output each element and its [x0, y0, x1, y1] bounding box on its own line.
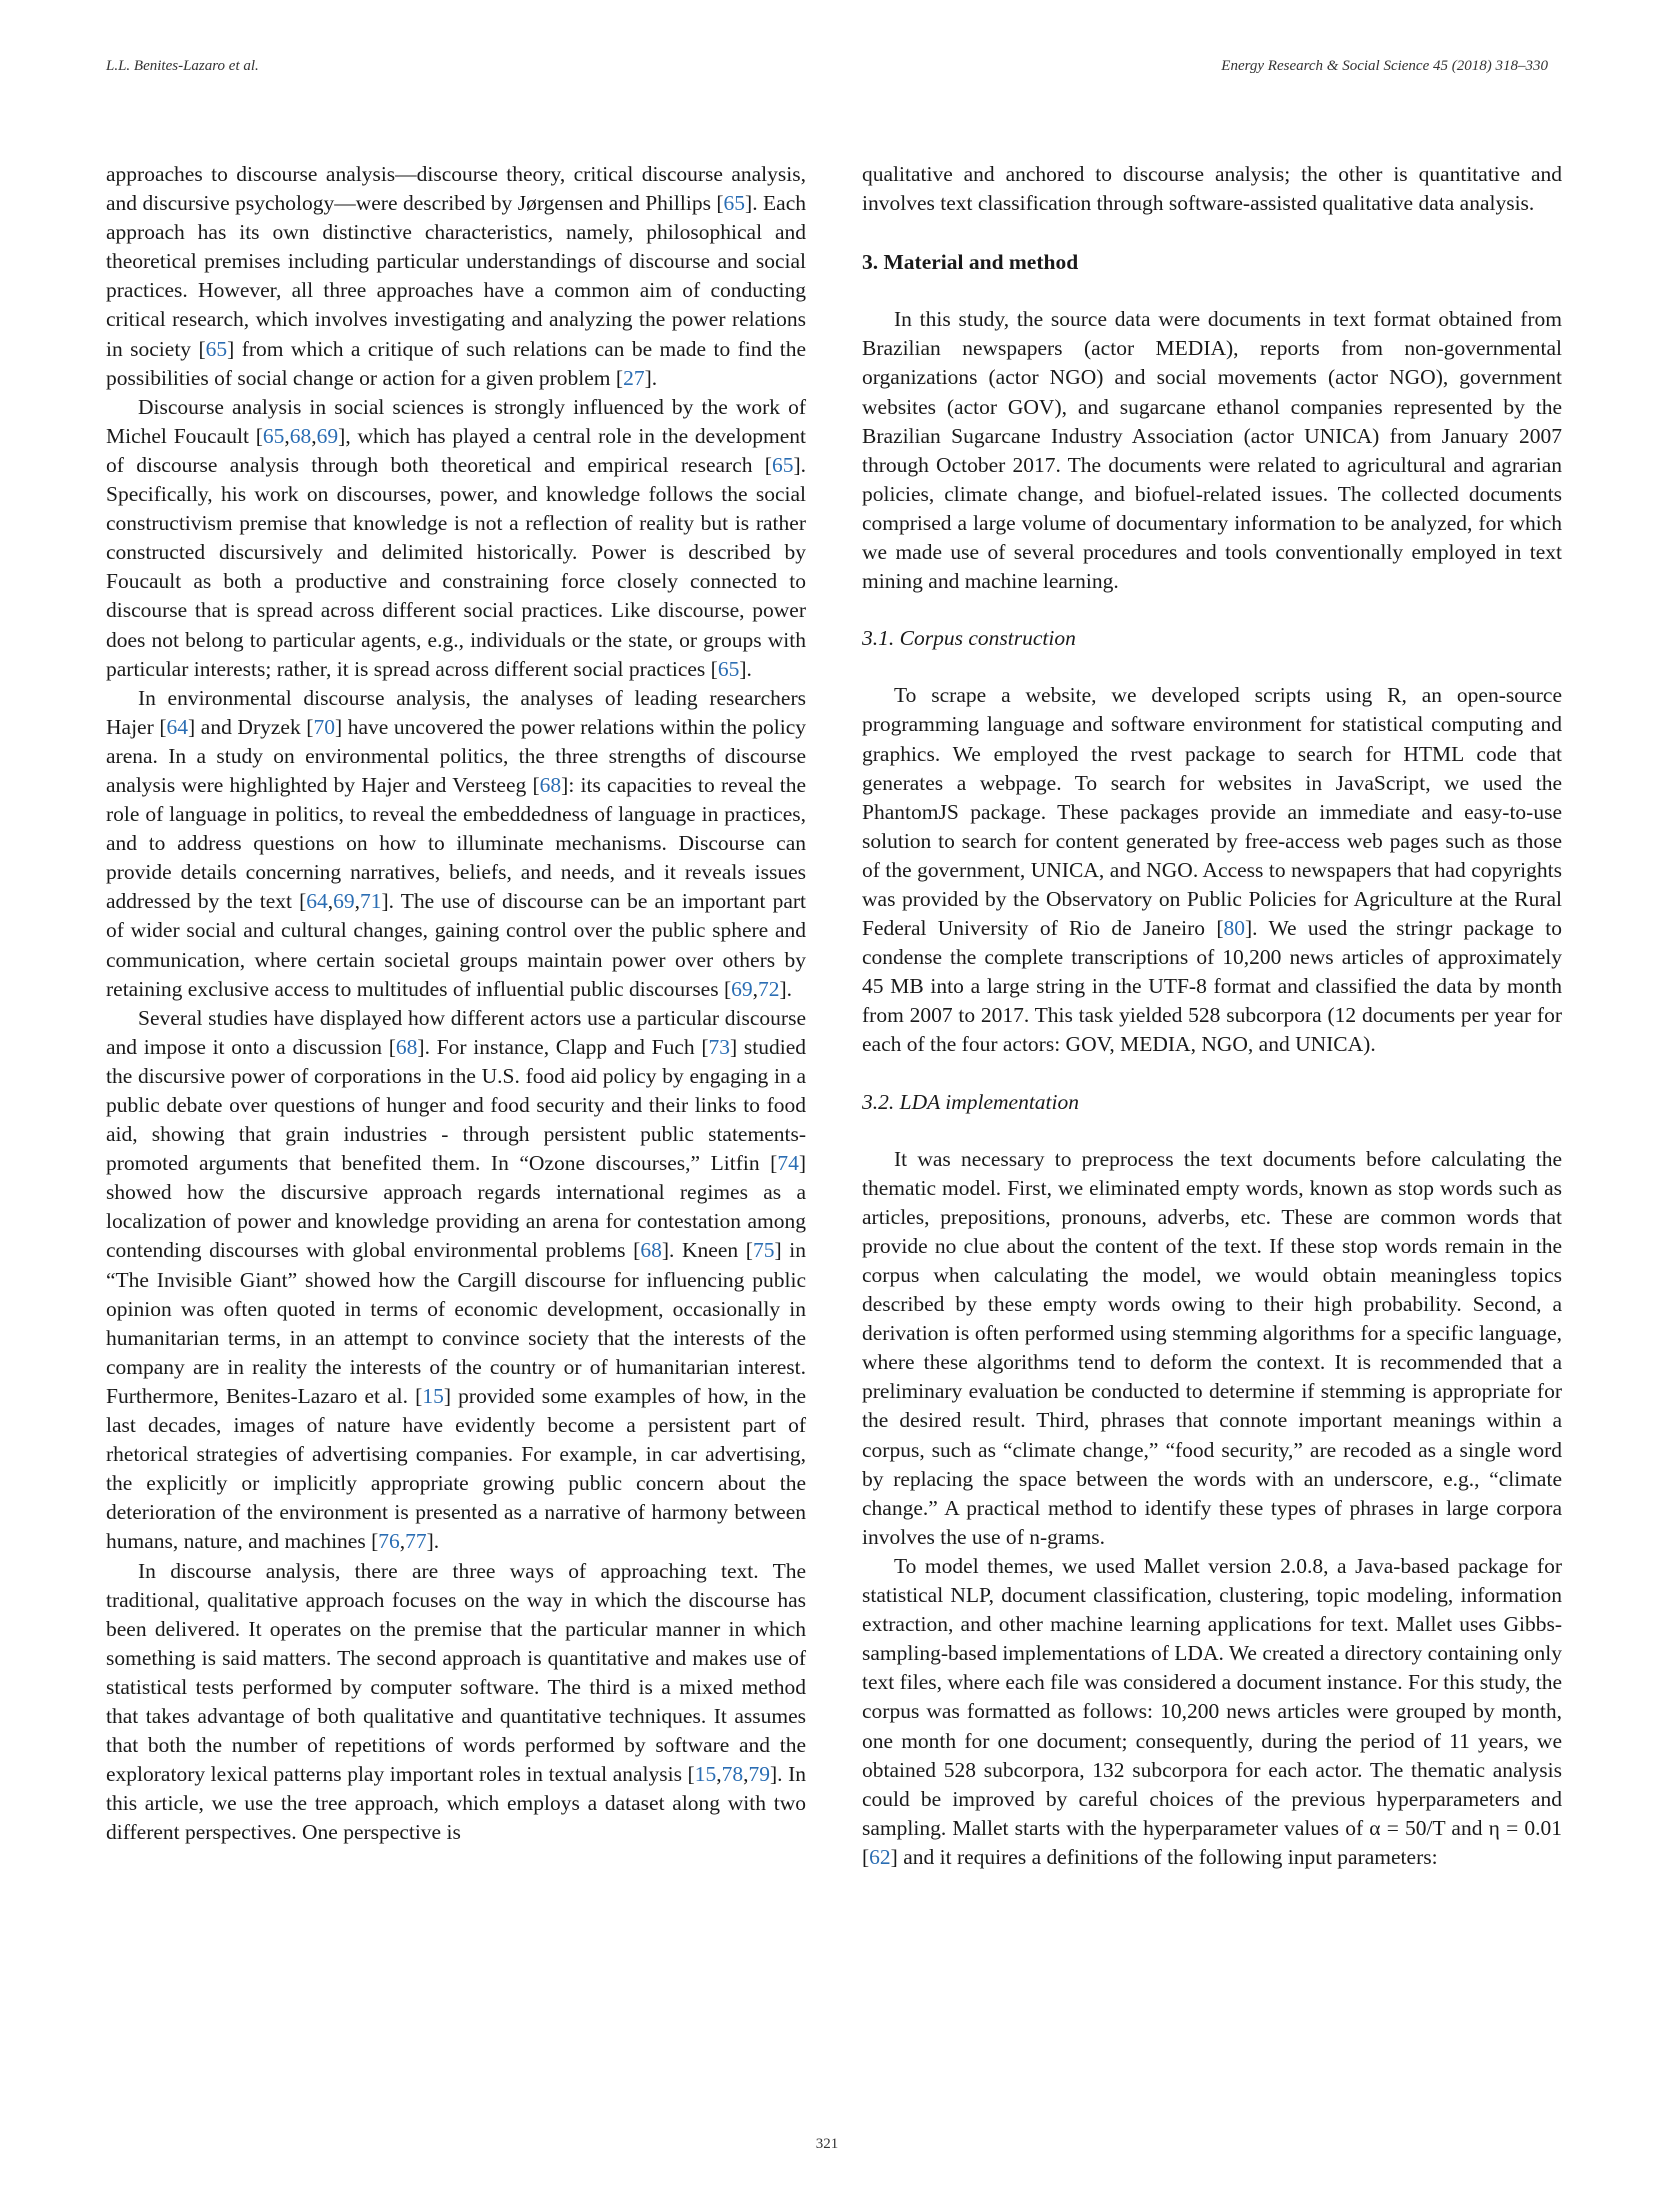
citation-link[interactable]: 69 — [316, 423, 339, 448]
paragraph: In discourse analysis, there are three ways of approaching text. The traditional, qualitative approach focuses on the way in which the discourse has been delivered. It operates on the premise that the particular manner in which something is said matters. The second approach is quantitative and makes use of statistical tests performed by computer software. The third is a mixed method that takes advantage of both qualitative and quantitative techniques. It assumes that both the number of repetitions of words performed by software and the exploratory lexical patterns play important roles in textual analysis [15,78,79]. In this article, we use the tree approach, which employs a dataset along with two different perspectives. One perspective is — [106, 1558, 806, 1845]
citation-link[interactable]: 76 — [378, 1529, 400, 1554]
citation-link[interactable]: 70 — [313, 714, 335, 739]
citation-link[interactable]: 80 — [1223, 916, 1246, 941]
paragraph: qualitative and anchored to discourse analysis; the other is quantitative and involves text classification through software-assisted qualitative data analysis. — [862, 162, 1562, 216]
paragraph: In this study, the source data were documents in text format obtained from Brazilian newspapers (actor MEDIA), reports from non-governmental organizations (actor NGO) and social movements (actor NGO), government websites (actor GOV), and sugarcane ethanol companies represented by the Brazilian Sugarcane Industry Association (actor UNICA) from January 2007 through October 2017. The documents were related to agricultural and agrarian policies, climate change, and biofuel-related issues. The collected documents comprised a large volume of documentary information to be analyzed, for which we made use of several procedures and tools conventionally employed in text mining and machine learning. — [862, 307, 1562, 594]
citation-link[interactable]: 71 — [360, 889, 382, 914]
citation-link[interactable]: 79 — [748, 1762, 770, 1787]
citation-link[interactable]: 64 — [166, 714, 189, 739]
citation-link[interactable]: 72 — [758, 976, 780, 1001]
citation-link[interactable]: 65 — [717, 656, 740, 681]
paragraph: To scrape a website, we developed scripts using R, an open-source programming language and software environment for statistical computing and graphics. We employed the rvest package to search for HTML code that generates a webpage. To search for websites in JavaScript, we used the PhantomJS package. These packages provide an immediate and easy-to-use solution to search for content generated by free-access web pages such as those of the government, UNICA, and NGO. Access to newspapers that had copyrights was provided by the Observatory on Public Policies for Agriculture at the Rural Federal University of Rio de Janeiro [80]. We used the stringr package to condense the complete transcriptions of 10,200 news articles of approximately 45 MB into a large string in the UTF-8 format and classified the data by month from 2007 to 2017. This task yielded 528 subcorpora (12 documents per year for each of the four actors: GOV, MEDIA, NGO, and UNICA). — [862, 683, 1562, 1057]
paragraph: approaches to discourse analysis—discourse theory, critical discourse analysis, and discursive psychology—were described by Jørgensen and Phillips [65]. Each approach has its own distinctive characteristics, namely, philosophical and theoretical premises including particular understandings of discourse and social practices. However, all three approaches have a common aim of conducting critical research, which involves investigating and analyzing the power relations in society [65] from which a critique of such relations can be made to find the possibilities of social change or action for a given problem [27]. — [106, 162, 806, 390]
section-heading: 3. Material and method — [862, 250, 1079, 275]
citation-link[interactable]: 65 — [723, 191, 746, 216]
citation-link[interactable]: 15 — [422, 1383, 444, 1408]
page-number: 321 — [815, 2136, 839, 2152]
citation-link[interactable]: 64 — [306, 889, 328, 914]
citation-link[interactable]: 15 — [694, 1762, 717, 1787]
paragraph: Several studies have displayed how different actors use a particular discourse and impose it onto a discussion [68]. For instance, Clapp and Fuch [73] studied the discursive power of corporations in the U.S. food aid policy by engaging in a public debate over questions of hunger and food security and their links to food aid, showing that grain industries - through persistent public statements- promoted arguments that benefited them. In “Ozone discourses,” Litfin [74] showed how the discursive approach regards international regimes as a localization of power and knowledge providing an arena for contestation among contending discourses with global environmental problems [68]. Kneen [75] in “The Invisible Giant” showed how the Cargill discourse for influencing public opinion was often quoted in terms of economic development, occasionally in humanitarian terms, in an attempt to convince society that the interests of the company are in reality the interests of the country or of humanitarian interest. Furthermore, Benites-Lazaro et al. [15] provided some examples of how, in the last decades, images of nature have evidently become a persistent part of rhetorical strategies of advertising companies. For example, in car advertising, the explicitly or implicitly appropriate growing public concern about the deterioration of the environment is presented as a narrative of harmony between humans, nature, and machines [76,77]. — [106, 1005, 807, 1554]
paragraph: It was necessary to preprocess the text documents before calculating the thematic model. First, we eliminated empty words, known as stop words such as articles, prepositions, pronouns, adverbs, etc. These are common words that provide no clue about the content of the text. If these stop words remain in the corpus when calculating the model, we would obtain meaningless topics described by these empty words owing to their high probability. Second, a derivation is often performed using stemming algorithms for a specific language, where these algorithms tend to deform the context. It is recommended that a preliminary evaluation be conducted to determine if stemming is appropriate for the desired result. Third, phrases that connote important meanings within a corpus, such as “climate change,” “food security,” are recoded as a single word by replacing the space between the words with an underscore, e.g., “climate change.” A practical method to identify these types of phrases in large corpora involves the use of n-grams. — [862, 1146, 1562, 1549]
subsection-heading: 3.2. LDA implementation — [862, 1089, 1079, 1114]
citation-link[interactable]: 65 — [205, 336, 228, 361]
paragraph: In environmental discourse analysis, the analyses of leading researchers Hajer [64] and Dryzek [70] have uncovered the power relations within the policy arena. In a study on environmental politics, the three strengths of discourse analysis were highlighted by Hajer and Versteeg [68]: its capacities to reveal the role of language in politics, to reveal the embeddedness of language in practices, and to address questions on how to illuminate mechanisms. Discourse can provide details concerning narratives, beliefs, and needs, and it reveals issues addressed by the text [64,69,71]. The use of discourse can be an important part of wider social and cultural changes, gaining control over the public sphere and communication, where certain societal groups maintain power over others by retaining exclusive access to multitudes of influential public discourses [69,72]. — [106, 685, 807, 1001]
citation-link[interactable]: 27 — [623, 365, 645, 390]
citation-link[interactable]: 77 — [405, 1529, 427, 1554]
citation-link[interactable]: 68 — [289, 423, 312, 448]
running-head-journal: Energy Research & Social Science 45 (2018) 318–330 — [1221, 58, 1548, 74]
citation-link[interactable]: 68 — [539, 772, 562, 797]
citation-link[interactable]: 75 — [752, 1238, 775, 1263]
citation-link[interactable]: 68 — [395, 1034, 418, 1059]
citation-link[interactable]: 65 — [262, 423, 285, 448]
citation-link[interactable]: 73 — [708, 1034, 730, 1059]
left-column — [106, 160, 806, 1847]
paragraph: Discourse analysis in social sciences is strongly influenced by the work of Michel Foucault [65,68,69], which has played a central role in the development of discourse analysis through both theoretical and empirical research [65]. Specifically, his work on discourses, power, and knowledge follows the social constructivism premise that knowledge is not a reflection of reality but is rather constructed discursively and delimited historically. Power is described by Foucault as both a productive and constraining force closely connected to discourse that is spread across different social practices. Like discourse, power does not belong to particular agents, e.g., individuals or the state, or groups with particular interests; rather, it is spread across different social practices [65]. — [106, 394, 806, 681]
citation-link[interactable]: 69 — [333, 889, 355, 914]
citation-link[interactable]: 62 — [869, 1844, 891, 1869]
citation-link[interactable]: 78 — [721, 1762, 744, 1787]
right-column — [862, 160, 1562, 1872]
citation-link[interactable]: 68 — [640, 1238, 662, 1263]
subsection-heading: 3.1. Corpus construction — [862, 626, 1076, 651]
citation-link[interactable]: 69 — [731, 976, 753, 1001]
paragraph: To model themes, we used Mallet version 2.0.8, a Java-based package for statistical NLP, document classification, clustering, topic modeling, information extraction, and other machine learning applications for text. Mallet uses Gibbs-sampling-based implementations of LDA. We created a directory containing only text files, where each file was considered a document instance. For this study, the corpus was formatted as follows: 10,200 news articles were grouped by month, one month for one document; consequently, during the period of 11 years, we obtained 528 subcorpora, 132 subcorpora for each actor. The thematic analysis could be improved by careful choices of the previous hyperparameters and sampling. Mallet starts with the hyperparameter values of α = 50/T and η = 0.01 [62] and it requires a definitions of the following input parameters: — [862, 1553, 1562, 1869]
running-head-authors: L.L. Benites-Lazaro et al. — [106, 58, 259, 74]
citation-link[interactable]: 65 — [771, 452, 794, 477]
citation-link[interactable]: 74 — [777, 1151, 799, 1176]
